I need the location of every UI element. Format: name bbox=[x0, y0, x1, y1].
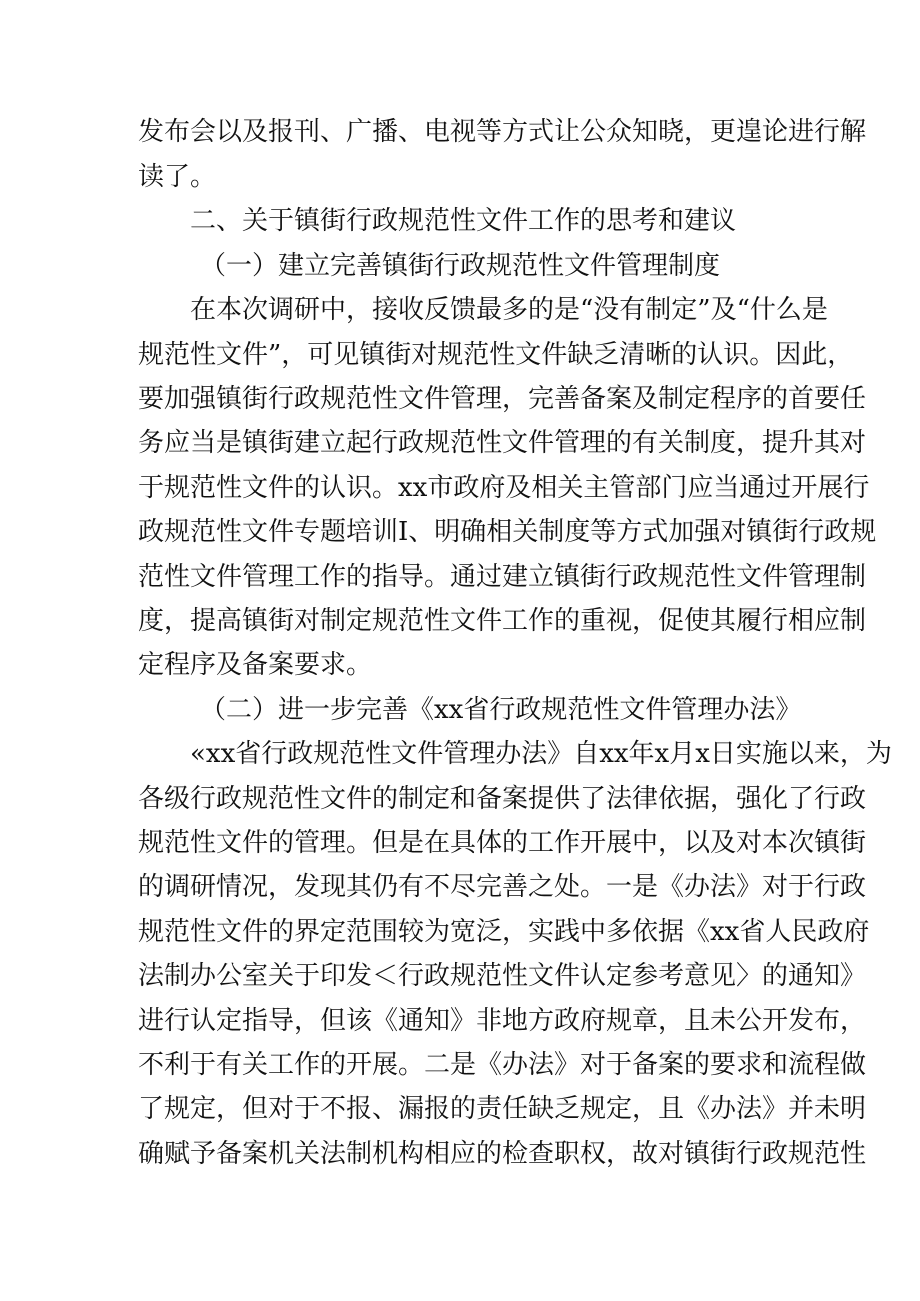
paragraph-line: 规范性文件的界定范围较为宽泛，实践中多依据《xx省人民政府 bbox=[138, 917, 870, 947]
paragraph-line: 要加强镇街行政规范性文件管理，完善备案及制定程序的首要任 bbox=[138, 384, 867, 414]
paragraph-line: 不利于有关工作的开展。二是《办法》对于备案的要求和流程做 bbox=[138, 1050, 867, 1080]
paragraph-line: 读了。 bbox=[138, 162, 217, 192]
paragraph-line: 了规定，但对于不报、漏报的责任缺乏规定，且《办法》并未明 bbox=[138, 1094, 867, 1124]
paragraph-line: 务应当是镇街建立起行政规范性文件管理的有关制度，提升其对 bbox=[138, 428, 867, 458]
paragraph-line: 的调研情况，发现其仍有不尽完善之处。一是《办法》对于行政 bbox=[138, 872, 867, 902]
paragraph-line: 范性文件管理工作的指导。通过建立镇街行政规范性文件管理制 bbox=[138, 562, 867, 592]
paragraph-line: 规范性文件的管理。但是在具体的工作开展中，以及对本次镇街 bbox=[138, 828, 867, 858]
paragraph-line: 定程序及备案要求。 bbox=[138, 650, 373, 680]
subsection-heading: （二）进一步完善《xx省行政规范性文件管理办法》 bbox=[200, 695, 802, 725]
paragraph-line: 于规范性文件的认识。xx市政府及相关主管部门应当通过开展行 bbox=[138, 473, 870, 503]
paragraph-line: 发布会以及报刊、广播、电视等方式让公众知晓，更遑论进行解 bbox=[138, 117, 867, 147]
paragraph-line: 进行认定指导，但该《通知》非地方政府规章，且未公开发布， bbox=[138, 1006, 867, 1036]
paragraph-line: 度，提高镇街对制定规范性文件工作的重视，促使其履行相应制 bbox=[138, 606, 867, 636]
paragraph-line: 法制办公室关于印发＜行政规范性文件认定参考意见〉的通知》 bbox=[138, 961, 867, 991]
paragraph-line: 确赋予备案机关法制机构相应的检查职权，故对镇街行政规范性 bbox=[138, 1139, 867, 1169]
paragraph-line: 各级行政规范性文件的制定和备案提供了法律依据，强化了行政 bbox=[138, 784, 867, 814]
paragraph-line: 在本次调研中，接收反馈最多的是“没有制定”及“什么是 bbox=[190, 295, 828, 325]
paragraph-line: «xx省行政规范性文件管理办法》自xx年x月x日实施以来，为 bbox=[190, 739, 892, 769]
paragraph-line: 规范性文件”，可见镇街对规范性文件缺乏清晰的认识。因此， bbox=[138, 340, 854, 370]
paragraph-line: 政规范性文件专题培训I、明确相关制度等方式加强对镇街行政规 bbox=[138, 517, 877, 547]
subsection-heading: （一）建立完善镇街行政规范性文件管理制度 bbox=[200, 251, 721, 281]
section-heading: 二、关于镇街行政规范性文件工作的思考和建议 bbox=[190, 206, 737, 236]
